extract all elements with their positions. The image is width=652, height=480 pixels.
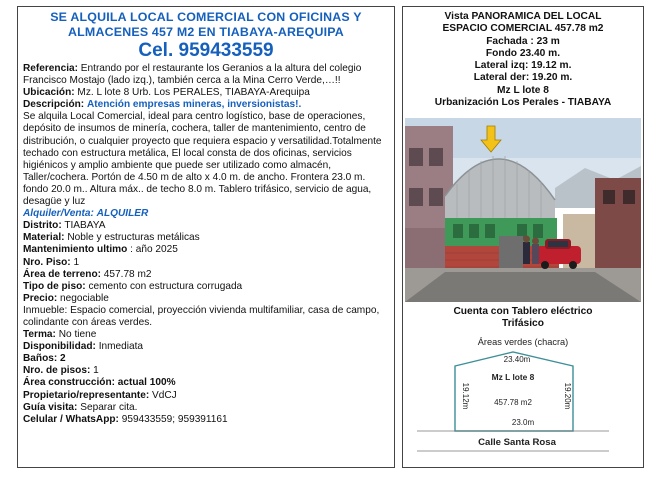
banos-row [23,353,389,365]
nro-pisos-label: Nro. de pisos: [23,365,91,377]
referencia-label: Referencia: [23,63,78,74]
guia-row [23,402,389,414]
precio-row [23,293,389,305]
material-value: Noble y estructuras metálicas [67,232,200,244]
terma-row [23,329,389,341]
property-photo [405,118,641,302]
vista-line: Urbanización Los Perales - TIABAYA [434,97,612,109]
propietario-row [23,390,389,402]
ubicacion-row [23,87,389,99]
top-measure: 23.40m [503,355,531,364]
descripcion-highlight: Atención empresas mineras, inversionistas!. [86,99,302,111]
phone-number: Cel. 959433559 [138,40,274,61]
inmueble-row: Inmueble: Espacio comercial, proyección vivienda multifamiliar, casa de campo, colindante con áreas verdes. [23,304,380,328]
material-row [23,232,389,244]
precio-label: Precio: [23,292,58,304]
vista-summary [403,11,643,109]
lot-plan [403,334,643,466]
alquiler-row [23,208,389,220]
guia-label: Guía visita: [23,401,78,413]
celular-value: 959433559; 959391161 [121,413,228,425]
celular-row [23,414,389,426]
left-measure: 19.12m [461,382,470,410]
nro-pisos-value: 1 [93,365,99,377]
area-construccion-row [23,377,389,389]
descripcion-row [23,99,389,111]
area-terreno-value: 457.78 m2 [103,268,152,280]
descripcion-label: Descripción: [23,99,85,111]
precio-value: negociable [60,292,109,304]
vista-line: Lateral der: 19.20 m. [473,72,573,84]
listing-panel [17,6,395,468]
terma-value: No tiene [58,329,97,341]
vista-line: ESPACIO COMERCIAL 457.78 m2 [442,23,604,35]
terma-label: Terma: [23,329,56,341]
mantenimiento-value: : año 2025 [130,244,178,256]
piso-row [23,257,389,269]
piso-label: Nro. Piso: [23,256,71,268]
info-panel [402,6,644,468]
vista-line: Vista PANORAMICA DEL LOCAL [444,11,602,22]
alquiler-label: Alquiler/Venta: [23,208,94,220]
right-measure: 19.20m [563,382,572,410]
vista-line: Lateral izq: 19.12 m. [474,60,572,72]
tablero-line: Cuenta con Tablero eléctrico [453,306,593,317]
tipo-piso-value: cemento con estructura corrugada [88,280,243,292]
tablero-line: Trifásico [502,318,544,330]
listing-title: SE ALQUILA LOCAL COMERCIAL CON OFICINAS Y ALMACENES 457 M2 EN TIABAYA-AREQUIPA [50,10,362,39]
vista-line: Fachada : 23 m [486,35,560,47]
mantenimiento-row [23,244,389,256]
disponibilidad-label: Disponibilidad: [23,341,96,353]
distrito-label: Distrito: [23,220,62,232]
ubicacion-label: Ubicación: [23,87,75,99]
banos-label: Baños: 2 [23,353,66,365]
disponibilidad-value: Inmediata [98,341,144,353]
street-name: Calle Santa Rosa [478,437,556,448]
celular-label: Celular / WhatsApp: [23,413,119,425]
propietario-value: VdCJ [152,389,177,401]
description-body: Se alquila Local Comercial, ideal para centro logístico, base de operaciones, depósito de insumos de minería, cochera, taller de mantenimiento, centro de distribución, o cualquier proyecto que requiera espacio y versatilidad.Totalmente techado con estructura metálica, El local consta de dos oficinas, servicios higiénicos y amplio ambiente que puede ser utilizado como almacén, Taller/cochera. Portón de 4.50 m de alto x 4.0 m. de ancho. Frontera 23.0 m. fondo 20.0 m.. Altura máx.. de techo 8.0 m. Tablero trifásico, servicio de agua, desagüe y luz [23,111,382,208]
alquiler-value: ALQUILER [96,208,149,220]
tablero-note [403,306,643,331]
propietario-label: Propietario/representante: [23,389,150,401]
referencia-text: Entrando por el restaurante los Geranios a la altura del colegio Francisco Mostajo (lado izq.), también cerca a la Mina Cerro Verde,…!! [23,63,362,87]
area-construccion-label: Área construcción: actual 100% [23,377,176,389]
guia-value: Separar cita. [80,401,138,413]
nro-pisos-row [23,365,389,377]
areas-verdes-label: Áreas verdes (chacra) [477,337,569,347]
distrito-row [23,220,389,232]
mantenimiento-label: Mantenimiento ultimo [23,244,128,256]
disponibilidad-row [23,341,389,353]
ubicacion-text: Mz. L lote 8 Urb. Los PERALES, TIABAYA-Arequipa [77,87,310,99]
vista-line: Fondo 23.40 m. [485,47,561,59]
distrito-value: TIABAYA [64,220,106,232]
area-terreno-row [23,269,389,281]
lot-label: Mz L lote 8 [491,372,535,382]
material-label: Material: [23,232,65,244]
tipo-piso-row [23,281,389,293]
vista-line: Mz L lote 8 [497,84,549,96]
area-terreno-label: Área de terreno: [23,268,101,280]
listing-details [23,63,389,426]
piso-value: 1 [73,256,80,268]
tipo-piso-label: Tipo de piso: [23,280,86,292]
lot-area: 457.78 m2 [494,398,532,407]
referencia-row [23,63,389,87]
bottom-measure: 23.0m [511,418,535,427]
